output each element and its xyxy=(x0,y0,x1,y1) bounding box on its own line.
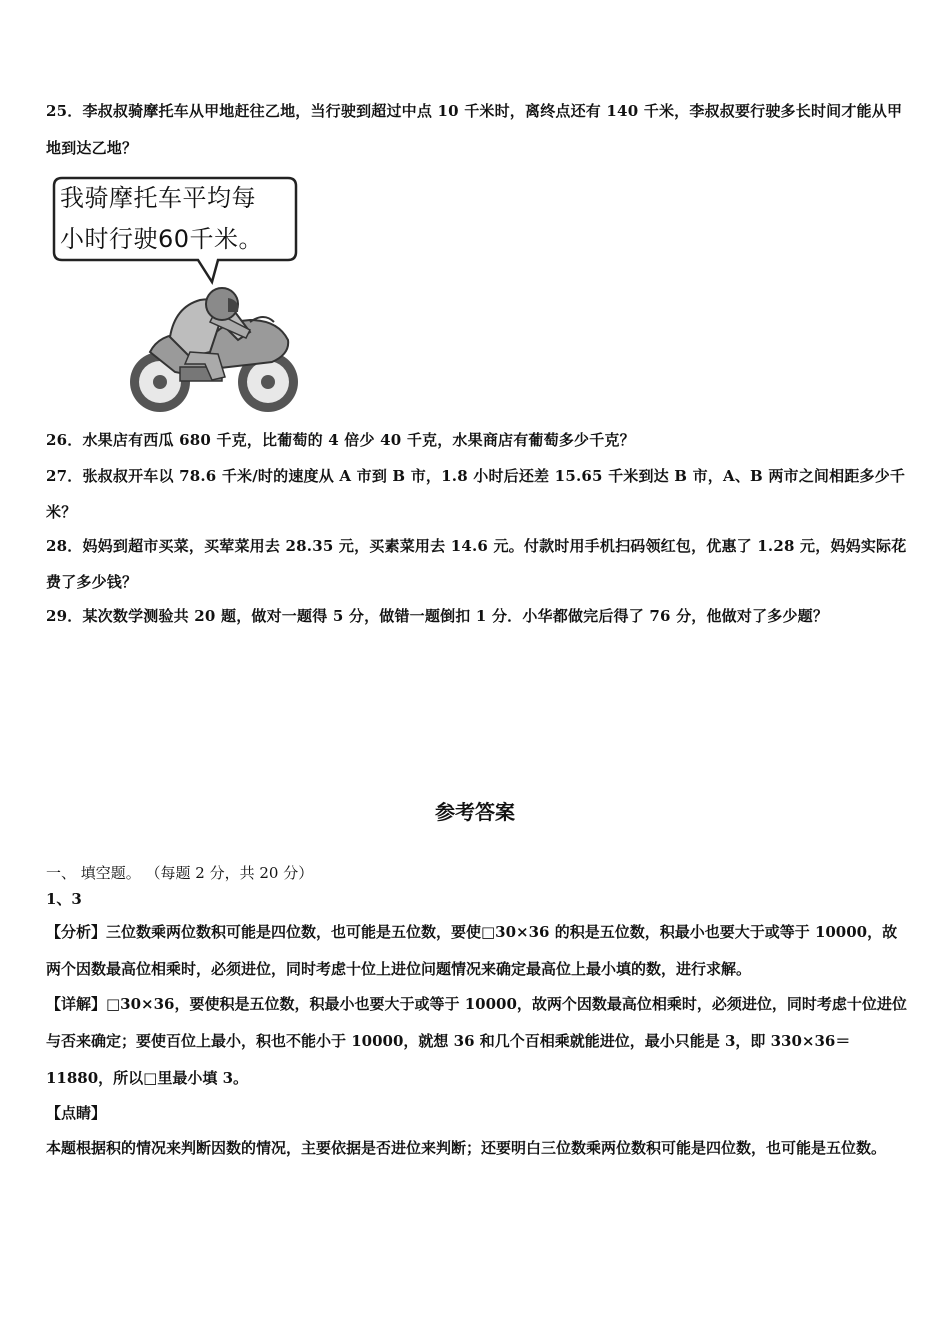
detail-paragraph: 【详解】□30×36，要使积是五位数，积最小也要大于或等于 10000，故两个因数最高位相乘时，必须进位，同时考虑十位进位与否来确定；要使百位上最小，积也不能小于 10000，就想 36 和几个百相乘就能进位，最小只能是 3，即 330×36＝11880，所以□里最小填 3。 xyxy=(46,995,907,1087)
answer-key-title: 参考答案 xyxy=(435,800,515,824)
comment-paragraph: 本题根据积的情况来判断因数的情况，主要依据是否进位来判断；还要明白三位数乘两位数积可能是四位数，也可能是五位数。 xyxy=(46,1139,887,1157)
comment-label: 【点睛】 xyxy=(46,1104,107,1122)
question-27: 27．张叔叔开车以 78.6 千米/时的速度从 A 市到 B 市，1.8 小时后还差 15.65 千米到达 B 市，A、B 两市之间相距多少千米？ xyxy=(46,467,906,521)
speech-bubble-line-1: 我骑摩托车平均每 xyxy=(60,184,256,212)
question-28: 28．妈妈到超市买菜，买荤菜用去 28.35 元，买素菜用去 14.6 元。付款时用手机扫码领红包，优惠了 1.28 元，妈妈实际花费了多少钱？ xyxy=(46,537,907,591)
question-25: 25．李叔叔骑摩托车从甲地赶往乙地，当行驶到超过中点 10 千米时，离终点还有 140 千米，李叔叔要行驶多长时间才能从甲地到达乙地？ xyxy=(46,102,903,157)
answer-item-1: 1、3 xyxy=(46,890,82,908)
section-heading: 一、 填空题。 （每题 2 分，共 20 分） xyxy=(46,864,314,882)
analysis-paragraph: 【分析】三位数乘两位数积可能是四位数，也可能是五位数，要使□30×36 的积是五位数，积最小也要大于或等于 10000，故两个因数最高位相乘时，必须进位，同时考虑十位上进位问题情况来确定最高位上最小填的数，进行求解。 xyxy=(46,923,898,978)
question-26: 26．水果店有西瓜 680 千克，比葡萄的 4 倍少 40 千克，水果商店有葡萄多少千克？ xyxy=(46,431,635,449)
question-29: 29．某次数学测验共 20 题，做对一题得 5 分，做错一题倒扣 1 分．小华都做完后得了 76 分，他做对了多少题？ xyxy=(46,607,829,625)
speech-bubble-line-2: 小时行驶60千米。 xyxy=(60,225,264,253)
